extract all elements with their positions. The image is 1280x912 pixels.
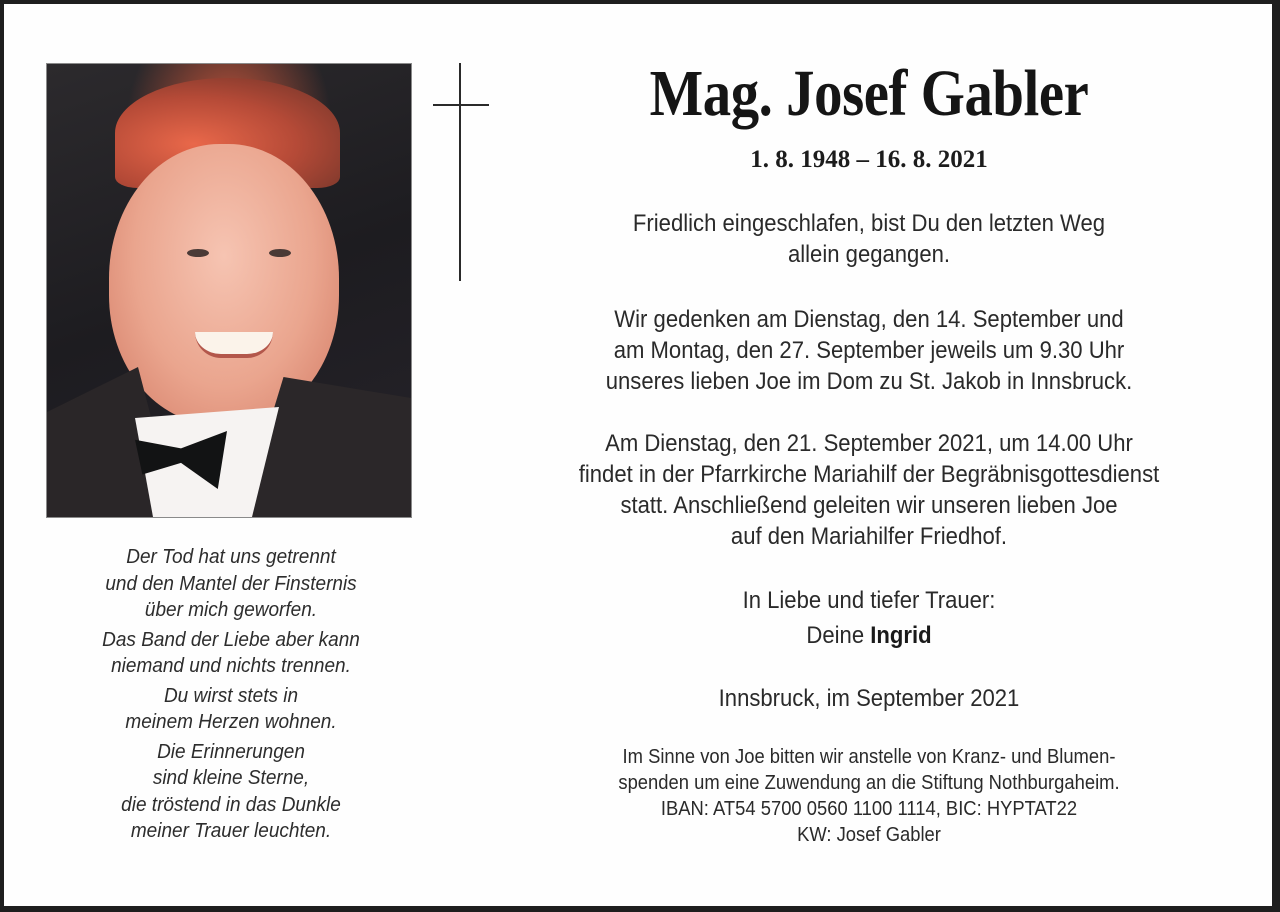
intro-line: Friedlich eingeschlafen, bist Du den letzten Weg	[632, 210, 1106, 237]
signature	[533, 620, 1205, 651]
poem-line: über mich geworfen.	[144, 599, 318, 621]
mourning-line: In Liebe und tiefer Trauer:	[742, 587, 996, 614]
poem-stanza	[55, 739, 407, 845]
place-date	[533, 683, 1205, 714]
photo-eye	[187, 249, 209, 257]
life-dates: 1. 8. 1948 – 16. 8. 2021	[750, 146, 988, 173]
donation-line: IBAN: AT54 5700 0560 1100 1114, BIC: HYPTAT22	[660, 798, 1078, 820]
donation-line: Im Sinne von Joe bitten wir anstelle von Kranz- und Blumen-	[622, 746, 1116, 768]
funeral-line: auf den Mariahilfer Friedhof.	[730, 523, 1008, 550]
signature-prefix: Deine	[806, 622, 865, 649]
place-date-line: Innsbruck, im September 2021	[718, 685, 1020, 712]
photo-eye	[269, 249, 291, 257]
cross-vertical	[459, 63, 461, 281]
memorial-line: unseres lieben Joe im Dom zu St. Jakob in Innsbruck.	[605, 368, 1133, 395]
poem-line: meinem Herzen wohnen.	[125, 711, 337, 733]
poem-stanza	[55, 627, 407, 680]
cross-horizontal	[433, 104, 489, 106]
cross-icon	[433, 63, 489, 281]
donation-line: spenden um eine Zuwendung an die Stiftung Nothburgaheim.	[618, 772, 1120, 794]
poem-line: sind kleine Sterne,	[152, 767, 310, 789]
poem-line: Du wirst stets in	[163, 684, 299, 707]
deceased-name: Mag. Josef Gabler	[649, 57, 1089, 130]
obituary-page	[4, 4, 1275, 906]
poem-stanza	[55, 683, 407, 736]
poem-line: niemand und nichts trennen.	[111, 655, 351, 677]
memorial-line: Wir gedenken am Dienstag, den 14. September und	[614, 306, 1124, 333]
donation-text	[533, 744, 1205, 848]
donation-line: KW: Josef Gabler	[797, 824, 941, 846]
intro-line: allein gegangen.	[787, 241, 951, 268]
intro-text	[533, 208, 1205, 270]
poem	[55, 544, 407, 848]
poem-line: meiner Trauer leuchten.	[130, 820, 332, 842]
poem-line: die tröstend in das Dunkle	[121, 793, 341, 816]
poem-line: und den Mantel der Finsternis	[105, 572, 357, 595]
portrait-photo	[46, 63, 412, 518]
funeral-line: statt. Anschließend geleiten wir unseren lieben Joe	[620, 492, 1118, 519]
funeral-text	[533, 428, 1205, 552]
signature-name: Ingrid	[870, 622, 932, 649]
poem-line: Die Erinnerungen	[157, 740, 305, 763]
poem-line: Das Band der Liebe aber kann	[102, 628, 360, 651]
funeral-line: Am Dienstag, den 21. September 2021, um 14.00 Uhr	[605, 430, 1133, 457]
funeral-line: findet in der Pfarrkirche Mariahilf der Begräbnisgottesdienst	[578, 461, 1160, 488]
memorial-line: am Montag, den 27. September jeweils um 9.30 Uhr	[613, 337, 1125, 364]
poem-line: Der Tod hat uns getrennt	[126, 546, 336, 568]
poem-stanza	[55, 544, 407, 624]
mourning-text	[533, 585, 1205, 651]
memorial-text	[533, 304, 1205, 397]
